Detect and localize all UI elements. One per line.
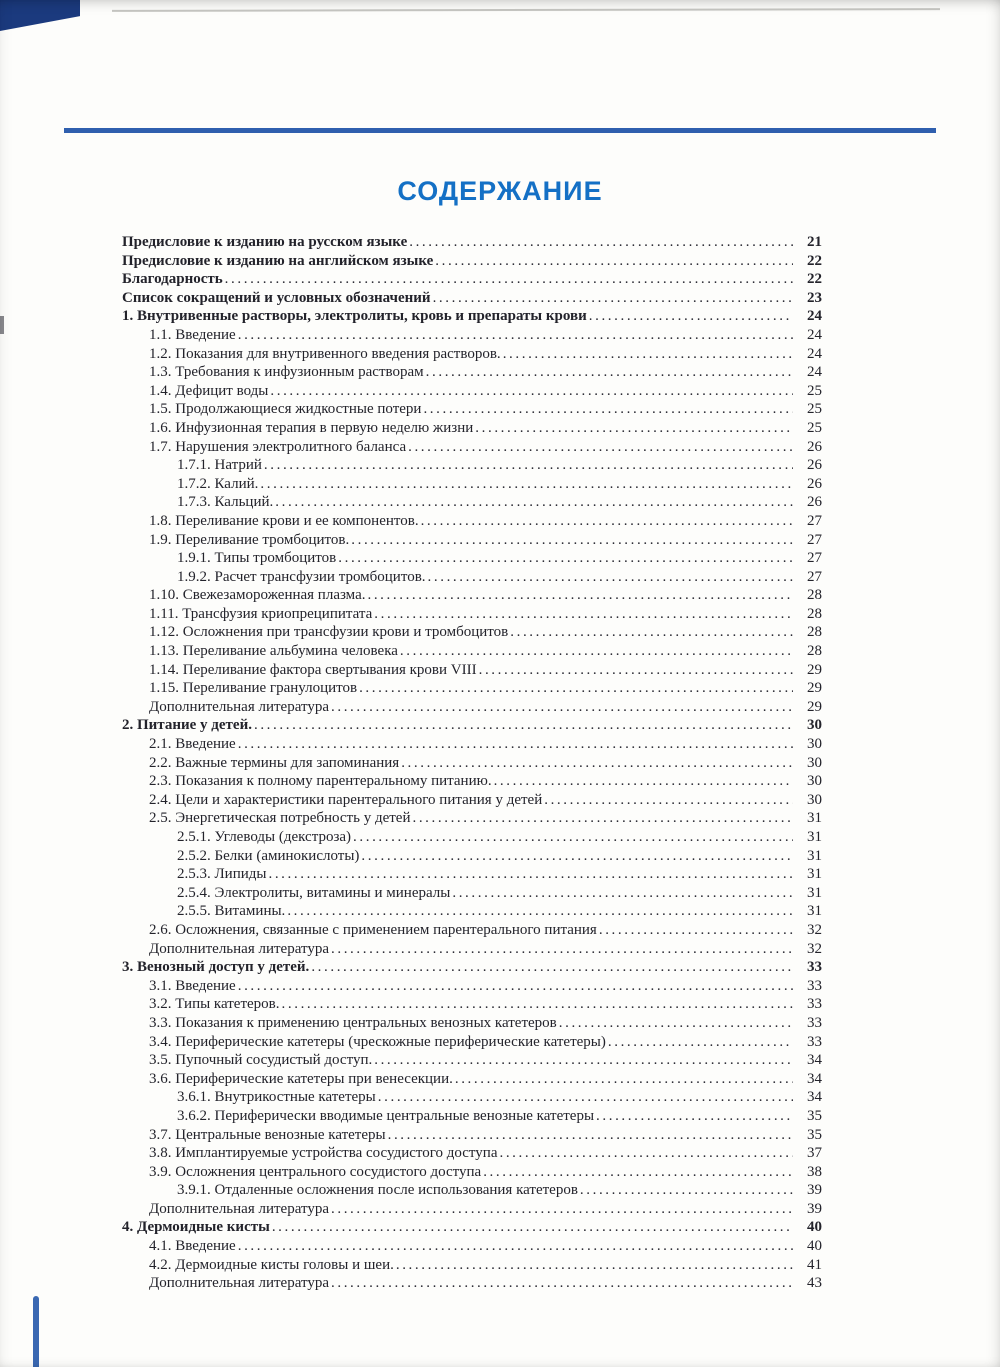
toc-leader-dots (544, 791, 793, 810)
toc-entry-page: 26 (807, 494, 822, 511)
toc-leader-dots (580, 1181, 793, 1200)
toc-entry-label: 3.8. Имплантируемые устройства сосудистого доступа (149, 1145, 498, 1162)
toc-entry-label: 3.9. Осложнения центрального сосудистого доступа (149, 1163, 482, 1180)
toc-entry-label: 1.7.1. Натрий (177, 457, 262, 474)
toc-entry-label: 2.2. Важные термины для запоминания (149, 754, 400, 771)
toc-entry (122, 270, 822, 289)
toc-entry-page: 31 (807, 829, 822, 845)
toc-entry-label: 1.12. Осложнения при трансфузии крови и тромбоцитов (149, 624, 509, 641)
toc-list (122, 233, 822, 1293)
toc-entry (122, 1181, 822, 1200)
toc-entry-page: 31 (807, 847, 822, 864)
toc-entry-label: 1.10. Свежезамороженная плазма. (149, 587, 366, 604)
toc-entry-label: 1.13. Переливание альбумина человека (149, 643, 398, 660)
toc-entry (122, 1200, 822, 1219)
toc-leader-dots (483, 1163, 793, 1182)
page-title: СОДЕРЖАНИЕ (397, 176, 603, 206)
toc-entry-page: 33 (807, 1014, 822, 1031)
toc-entry (122, 995, 822, 1014)
toc-entry (122, 1144, 822, 1163)
toc-leader-dots (412, 809, 793, 828)
toc-entry-label: 2.5.2. Белки (аминокислоты) (177, 847, 360, 864)
toc-leader-dots (238, 735, 793, 754)
toc-leader-dots (238, 326, 793, 345)
header-rule (64, 128, 936, 133)
toc-leader-dots (421, 512, 793, 531)
toc-leader-dots (338, 549, 793, 568)
toc-leader-dots (599, 921, 793, 940)
toc-leader-dots (455, 1070, 793, 1089)
toc-entry (122, 623, 822, 642)
toc-entry (122, 921, 822, 940)
toc-entry-page: 40 (807, 1238, 822, 1255)
toc-entry (122, 1088, 822, 1107)
toc-entry-label: Дополнительная литература (149, 940, 329, 957)
toc-entry (122, 1274, 822, 1293)
toc-leader-dots (510, 623, 793, 642)
toc-leader-dots (238, 1237, 793, 1256)
toc-entry (122, 865, 822, 884)
toc-leader-dots (396, 1256, 793, 1275)
toc-entry-label: 2.5.3. Липиды (177, 866, 267, 883)
toc-entry (122, 940, 822, 959)
toc-entry-page: 34 (807, 1052, 822, 1069)
toc-entry (122, 1237, 822, 1256)
toc-entry-label: 3.4. Периферические катетеры (чрескожные периферические катетеры) (149, 1033, 606, 1050)
toc-entry-label: 2.4. Цели и характеристики парентерального питания у детей (149, 791, 543, 808)
toc-entry (122, 456, 822, 475)
toc-entry-label: Дополнительная литература (149, 1200, 329, 1217)
toc-leader-dots (359, 679, 793, 698)
toc-entry-page: 32 (807, 921, 822, 938)
toc-entry (122, 512, 822, 531)
toc-leader-dots (423, 400, 793, 419)
toc-entry (122, 1070, 822, 1089)
toc-entry (122, 977, 822, 996)
toc-entry-label: 4.2. Дермоидные кисты головы и шеи. (149, 1256, 394, 1273)
toc-entry-page: 34 (807, 1089, 822, 1106)
toc-entry (122, 809, 822, 828)
toc-leader-dots (311, 958, 793, 977)
scan-bottom-stripe-artifact (33, 1296, 39, 1367)
toc-leader-dots (374, 1051, 793, 1070)
toc-entry-label: 2.1. Введение (149, 736, 236, 753)
toc-entry (122, 233, 822, 252)
toc-entry-label: 1.2. Показания для внутривенного введения растворов. (149, 345, 501, 362)
toc-leader-dots (351, 531, 793, 550)
toc-entry-page: 35 (807, 1107, 822, 1124)
toc-entry (122, 958, 822, 977)
toc-leader-dots (494, 772, 793, 791)
toc-entry-page: 30 (807, 754, 822, 771)
toc-entry-page: 27 (807, 531, 822, 548)
toc-entry-label: 1. Внутривенные растворы, электролиты, кровь и препараты крови (122, 308, 587, 325)
toc-entry-label: 1.14. Переливание фактора свертывания крови VIII (149, 661, 477, 678)
toc-entry (122, 363, 822, 382)
toc-entry-label: 2.3. Показания к полному парентеральному питанию. (149, 773, 492, 790)
toc-entry-label: 1.8. Переливание крови и ее компонентов. (149, 512, 419, 529)
toc-entry (122, 475, 822, 494)
toc-entry-page: 28 (807, 587, 822, 604)
toc-entry (122, 438, 822, 457)
toc-entry-page: 24 (807, 345, 822, 362)
toc-entry-page: 29 (807, 680, 822, 697)
toc-entry (122, 289, 822, 308)
toc-entry (122, 902, 822, 921)
toc-entry-label: 3.3. Показания к применению центральных венозных катетеров (149, 1014, 557, 1031)
toc-entry-page: 26 (807, 438, 822, 455)
toc-entry (122, 754, 822, 773)
toc-entry-page: 33 (807, 1033, 822, 1050)
toc-leader-dots (559, 1014, 793, 1033)
toc-leader-dots (479, 661, 793, 680)
toc-entry-page: 27 (807, 512, 822, 529)
toc-entry-label: 1.3. Требования к инфузионным растворам (149, 364, 424, 381)
toc-entry-page: 24 (807, 308, 822, 325)
toc-entry-label: 3. Венозный доступ у детей. (122, 959, 310, 976)
toc-leader-dots (428, 568, 793, 587)
toc-entry-page: 25 (807, 401, 822, 418)
toc-entry-page: 30 (807, 791, 822, 808)
toc-entry (122, 1051, 822, 1070)
toc-entry-label: 1.15. Переливание гранулоцитов (149, 680, 358, 697)
toc-entry-page: 30 (807, 773, 822, 790)
toc-leader-dots (378, 1088, 793, 1107)
toc-entry-page: 29 (807, 698, 822, 715)
toc-entry-page: 28 (807, 605, 822, 622)
toc-entry (122, 1256, 822, 1275)
toc-entry (122, 400, 822, 419)
toc-leader-dots (499, 1144, 793, 1163)
toc-leader-dots (361, 847, 793, 866)
toc-leader-dots (475, 419, 793, 438)
toc-entry-page: 27 (807, 550, 822, 567)
toc-entry (122, 1014, 822, 1033)
toc-entry-label: Дополнительная литература (149, 1275, 329, 1292)
toc-entry-page: 34 (807, 1070, 822, 1087)
toc-entry-label: 3.6.2. Периферически вводимые центральные венозные катетеры (177, 1107, 595, 1124)
toc-leader-dots (388, 1126, 793, 1145)
toc-entry-label: Предисловие к изданию на русском языке (122, 234, 408, 250)
toc-leader-dots (287, 902, 793, 921)
toc-entry-label: 3.6. Периферические катетеры при венесекции. (149, 1070, 453, 1087)
toc-entry-label: 2.5. Энергетическая потребность у детей (149, 810, 411, 827)
toc-entry (122, 791, 822, 810)
toc-entry (122, 252, 822, 271)
toc-leader-dots (331, 940, 793, 959)
toc-entry (122, 698, 822, 717)
toc-entry-page: 22 (807, 252, 822, 269)
toc-entry (122, 382, 822, 401)
toc-entry-page: 41 (807, 1256, 822, 1273)
toc-entry-page: 30 (807, 736, 822, 753)
toc-entry-page: 31 (807, 810, 822, 827)
toc-entry-page: 40 (807, 1219, 822, 1236)
toc-entry-label: 3.2. Типы катетеров. (149, 996, 280, 1013)
toc-entry (122, 772, 822, 791)
toc-entry-page: 23 (807, 289, 822, 306)
toc-entry-page: 39 (807, 1200, 822, 1217)
toc-leader-dots (331, 698, 793, 717)
toc-entry-label: 1.9.1. Типы тромбоцитов (177, 550, 337, 567)
toc-entry-label: 2.5.1. Углеводы (декстроза) (177, 829, 352, 845)
toc-entry-label: 4.1. Введение (149, 1238, 236, 1255)
toc-entry (122, 605, 822, 624)
toc-leader-dots (374, 605, 793, 624)
toc-entry-page: 24 (807, 326, 822, 343)
toc-entry-page: 43 (807, 1275, 822, 1292)
toc-entry-label: Предисловие к изданию на английском языке (122, 252, 434, 269)
toc-entry-label: Благодарность (122, 271, 223, 288)
toc-entry-page: 22 (807, 271, 822, 288)
toc-entry (122, 884, 822, 903)
toc-leader-dots (268, 865, 793, 884)
toc-leader-dots (408, 438, 793, 457)
toc-entry-page: 25 (807, 382, 822, 399)
toc-entry (122, 1033, 822, 1052)
toc-entry (122, 679, 822, 698)
toc-entry-label: 3.6.1. Внутрикостные катетеры (177, 1089, 376, 1106)
toc-entry-page: 32 (807, 940, 822, 957)
toc-entry-label: 3.7. Центральные венозные катетеры (149, 1126, 386, 1143)
toc-leader-dots (260, 475, 793, 494)
toc-entry-label: Список сокращений и условных обозначений (122, 289, 431, 306)
toc-entry-label: 3.5. Пупочный сосудистый доступ. (149, 1052, 373, 1069)
toc-entry-label: 1.11. Трансфузия криопреципитата (149, 605, 373, 622)
toc-entry (122, 549, 822, 568)
toc-leader-dots (409, 233, 793, 252)
toc-leader-dots (264, 456, 793, 475)
toc-entry-page: 26 (807, 475, 822, 492)
toc-entry (122, 493, 822, 512)
toc-leader-dots (353, 828, 793, 847)
toc-entry-page: 24 (807, 364, 822, 381)
toc-leader-dots (238, 977, 793, 996)
toc-entry-page: 33 (807, 977, 822, 994)
toc-entry (122, 1218, 822, 1237)
toc-entry-page: 29 (807, 661, 822, 678)
toc-entry-page: 39 (807, 1182, 822, 1199)
toc-entry (122, 345, 822, 364)
scan-top-edge-line (112, 8, 940, 12)
toc-leader-dots (270, 382, 793, 401)
toc-entry (122, 568, 822, 587)
scan-left-edge-mark (0, 316, 4, 334)
toc-entry (122, 1126, 822, 1145)
toc-entry-page: 38 (807, 1163, 822, 1180)
toc-leader-dots (435, 252, 793, 271)
toc-entry (122, 828, 822, 847)
toc-entry-page: 26 (807, 457, 822, 474)
toc-entry (122, 586, 822, 605)
toc-entry (122, 661, 822, 680)
toc-entry (122, 307, 822, 326)
toc-entry (122, 847, 822, 866)
toc-entry-page: 33 (807, 959, 822, 976)
toc-entry-label: 1.7.3. Кальций. (177, 494, 274, 511)
toc-entry-label: 1.9. Переливание тромбоцитов. (149, 531, 350, 548)
toc-entry-page: 31 (807, 866, 822, 883)
toc-entry-label: 2.5.5. Витамины. (177, 903, 286, 920)
toc-leader-dots (282, 995, 793, 1014)
toc-leader-dots (433, 289, 793, 308)
toc-leader-dots (275, 493, 793, 512)
toc-entry-label: 2. Питание у детей. (122, 717, 252, 734)
toc-entry-page: 31 (807, 903, 822, 920)
toc-entry-label: 1.4. Дефицит воды (149, 382, 269, 399)
toc-entry (122, 419, 822, 438)
toc-entry-label: Дополнительная литература (149, 698, 329, 715)
toc-entry-page: 21 (807, 234, 822, 250)
toc-entry-label: 3.9.1. Отдаленные осложнения после использования катетеров (177, 1182, 578, 1199)
toc-leader-dots (589, 307, 793, 326)
toc-entry (122, 735, 822, 754)
toc-entry-page: 25 (807, 419, 822, 436)
toc-entry-label: 2.5.4. Электролиты, витамины и минералы (177, 884, 451, 901)
toc-entry-label: 1.5. Продолжающиеся жидкостные потери (149, 401, 422, 418)
toc-entry-page: 31 (807, 884, 822, 901)
toc-entry (122, 326, 822, 345)
toc-leader-dots (452, 884, 793, 903)
toc-entry-page: 35 (807, 1126, 822, 1143)
toc-leader-dots (596, 1107, 793, 1126)
toc-leader-dots (426, 363, 793, 382)
toc-entry-label: 1.7. Нарушения электролитного баланса (149, 438, 407, 455)
toc-entry-page: 28 (807, 624, 822, 641)
toc-entry-label: 1.7.2. Калий. (177, 475, 259, 492)
toc-leader-dots (254, 716, 793, 735)
toc-entry (122, 1163, 822, 1182)
toc-leader-dots (331, 1200, 793, 1219)
toc-entry (122, 642, 822, 661)
toc-entry-label: 1.6. Инфузионная терапия в первую неделю жизни (149, 419, 474, 436)
toc-leader-dots (400, 642, 793, 661)
toc-leader-dots (401, 754, 793, 773)
toc-entry-label: 2.6. Осложнения, связанные с применением парентерального питания (149, 921, 597, 938)
toc-leader-dots (225, 270, 793, 289)
toc-leader-dots (272, 1218, 793, 1237)
toc-entry-page: 37 (807, 1145, 822, 1162)
toc-entry (122, 531, 822, 550)
toc-entry-page: 30 (807, 717, 822, 734)
toc-entry-page: 33 (807, 996, 822, 1013)
toc-leader-dots (331, 1274, 793, 1293)
toc-entry-page: 28 (807, 643, 822, 660)
scan-corner-artifact (0, 0, 80, 31)
toc-entry-page: 27 (807, 568, 822, 585)
toc-leader-dots (608, 1033, 793, 1052)
toc-leader-dots (503, 345, 793, 364)
toc-entry-label: 4. Дермоидные кисты (122, 1219, 270, 1236)
toc-entry (122, 716, 822, 735)
toc-entry-label: 1.1. Введение (149, 326, 236, 343)
toc-entry-label: 3.1. Введение (149, 977, 236, 994)
toc-leader-dots (367, 586, 793, 605)
toc-entry-label: 1.9.2. Расчет трансфузии тромбоцитов. (177, 568, 426, 585)
toc-entry (122, 1107, 822, 1126)
